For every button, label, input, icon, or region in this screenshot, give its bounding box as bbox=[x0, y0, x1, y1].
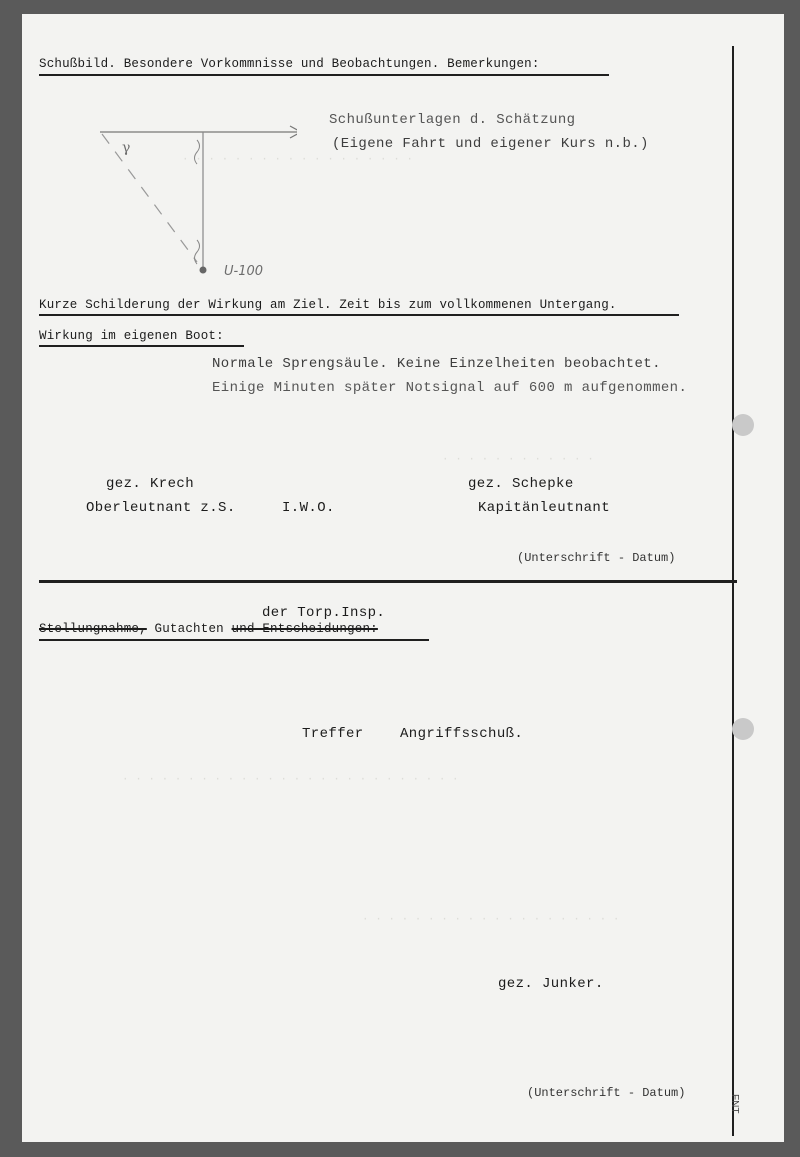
evaluation-caption: (Unterschrift - Datum) bbox=[527, 1086, 686, 1100]
margin-note: FNT bbox=[729, 1094, 740, 1114]
own-boat-underline bbox=[39, 345, 244, 347]
left-signature-rank: Oberleutnant z.S. bbox=[86, 500, 236, 516]
hit-mark-icon bbox=[195, 140, 200, 164]
right-border-line bbox=[732, 46, 734, 1136]
effect-line-1: Normale Sprengsäule. Keine Einzelheiten beobachtet. bbox=[212, 356, 661, 372]
evaluation-heading bbox=[39, 622, 378, 636]
kept-assessment: Gutachten bbox=[154, 622, 224, 636]
bleed-through-text: · · · · · · · · · · · · · · · · · · · · bbox=[362, 914, 620, 926]
bearing-line bbox=[102, 134, 197, 262]
bleed-through-text: · · · · · · · · · · · · bbox=[442, 454, 594, 466]
effect-heading: Kurze Schilderung der Wirkung am Ziel. Zeit bis zum vollkommenen Untergang. bbox=[39, 298, 617, 312]
angle-label: γ bbox=[122, 140, 131, 156]
header-underline bbox=[39, 74, 609, 76]
bleed-through-text: · · · · · · · · · · · · · · · · · · · · · · · · · · bbox=[122, 774, 459, 786]
right-signature-name: gez. Schepke bbox=[468, 476, 574, 492]
section-divider bbox=[39, 580, 737, 583]
struck-statement: Stellungnahme, bbox=[39, 622, 147, 636]
bleed-through-text: · · · · · · · · · · · · · · · · · · bbox=[182, 154, 414, 166]
left-signature-role: I.W.O. bbox=[282, 500, 335, 516]
inserted-authority: der Torp.Insp. bbox=[262, 605, 386, 621]
boat-position-icon bbox=[200, 267, 207, 274]
document-page bbox=[22, 14, 784, 1142]
punch-hole bbox=[732, 718, 754, 740]
section-header: Schußbild. Besondere Vorkommnisse und Beobachtungen. Bemerkungen: bbox=[39, 57, 540, 71]
evaluation-signature: gez. Junker. bbox=[498, 976, 604, 992]
right-signature-rank: Kapitänleutnant bbox=[478, 500, 611, 516]
left-signature-name: gez. Krech bbox=[106, 476, 195, 492]
hit-mark-icon bbox=[195, 240, 200, 264]
notes-line-1: Schußunterlagen d. Schätzung bbox=[329, 112, 576, 128]
effect-line-2: Einige Minuten später Notsignal auf 600 m aufgenommen. bbox=[212, 380, 688, 396]
signature-caption: (Unterschrift - Datum) bbox=[517, 551, 676, 565]
effect-heading-underline bbox=[39, 314, 679, 316]
evaluation-underline bbox=[39, 639, 429, 641]
own-boat-heading: Wirkung im eigenen Boot: bbox=[39, 329, 224, 343]
struck-decisions: und Entscheidungen: bbox=[231, 622, 378, 636]
verdict-attack-shot: Angriffsschuß. bbox=[400, 726, 524, 742]
verdict-hit: Treffer bbox=[302, 726, 364, 742]
punch-hole bbox=[732, 414, 754, 436]
notes-line-2: (Eigene Fahrt und eigener Kurs n.b.) bbox=[332, 136, 649, 152]
boat-label: U-100 bbox=[224, 264, 264, 279]
